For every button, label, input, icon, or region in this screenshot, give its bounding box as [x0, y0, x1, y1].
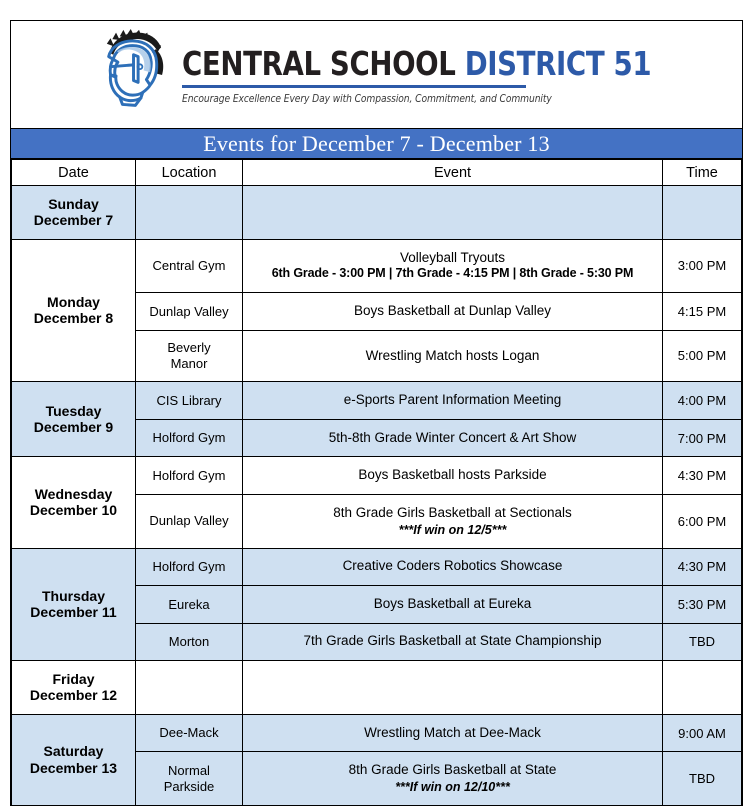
- event-title: e-Sports Parent Information Meeting: [343, 392, 562, 408]
- table-row: [12, 714, 742, 752]
- district-name-part1: CENTRAL SCHOOL: [182, 43, 456, 83]
- district-name: [182, 43, 652, 83]
- district-tagline: Encourage Excellence Every Day with Compassion, Commitment, and Community: [182, 92, 552, 105]
- column-header-date: Date: [12, 160, 136, 186]
- page-title: Events for December 7 - December 13: [203, 130, 550, 156]
- event-time-cell: 6:00 PM: [663, 494, 742, 548]
- event-location-cell: [136, 186, 243, 240]
- event-location-cell: Dunlap Valley: [136, 494, 243, 548]
- event-title: Creative Coders Robotics Showcase: [342, 558, 563, 574]
- day-name: Saturday: [43, 743, 104, 760]
- event-subtitle: ***If win on 12/10***: [395, 779, 510, 794]
- event-description-cell: [243, 419, 663, 457]
- table-row: [12, 661, 742, 715]
- event-description-cell: [243, 293, 663, 331]
- events-table: [11, 159, 742, 806]
- event-location-cell: Morton: [136, 623, 243, 661]
- district-name-part2: DISTRICT 51: [464, 43, 652, 83]
- location-line: Manor: [170, 355, 208, 371]
- event-time-cell: 9:00 AM: [663, 714, 742, 752]
- table-header-row: [12, 160, 742, 186]
- location-line: Parkside: [163, 778, 215, 794]
- spartan-helmet-icon: [82, 29, 174, 121]
- event-time-cell: 5:00 PM: [663, 330, 742, 382]
- event-title: Wrestling Match hosts Logan: [365, 347, 540, 363]
- event-location-cell: Dunlap Valley: [136, 293, 243, 331]
- event-title: Volleyball Tryouts: [399, 249, 506, 265]
- event-time-cell: 4:15 PM: [663, 293, 742, 331]
- table-row: [12, 457, 742, 495]
- day-date-cell: [12, 186, 136, 240]
- table-row: [12, 382, 742, 420]
- day-date: December 8: [33, 310, 114, 327]
- event-time-cell: 3:00 PM: [663, 239, 742, 293]
- event-title: 5th-8th Grade Winter Concert & Art Show: [328, 429, 577, 445]
- column-header-location: Location: [136, 160, 243, 186]
- day-name: Friday: [52, 670, 95, 687]
- event-location-cell: CIS Library: [136, 382, 243, 420]
- event-time-cell: TBD: [663, 623, 742, 661]
- district-wordmark: [182, 45, 687, 105]
- event-description-cell: [243, 186, 663, 240]
- event-time-cell: TBD: [663, 752, 742, 806]
- event-time-cell: [663, 661, 742, 715]
- event-description-cell: [243, 661, 663, 715]
- table-header: [12, 160, 742, 186]
- event-description-cell: [243, 457, 663, 495]
- event-description-cell: [243, 586, 663, 624]
- schedule-sheet: [10, 20, 743, 806]
- event-description-cell: [243, 714, 663, 752]
- event-title: 8th Grade Girls Basketball at Sectionals: [333, 504, 572, 520]
- event-location-cell: Dee-Mack: [136, 714, 243, 752]
- day-name: Thursday: [41, 587, 105, 604]
- day-date-cell: [12, 714, 136, 805]
- event-time-cell: [663, 186, 742, 240]
- wordmark-divider: [182, 85, 526, 88]
- day-date: December 9: [33, 419, 114, 436]
- event-time-cell: 4:30 PM: [663, 457, 742, 495]
- event-location-cell: [136, 330, 243, 382]
- location-line: Normal: [168, 763, 210, 778]
- event-subtitle: ***If win on 12/5***: [398, 522, 507, 537]
- day-date-cell: [12, 661, 136, 715]
- event-time-cell: 4:30 PM: [663, 548, 742, 586]
- event-title: Boys Basketball hosts Parkside: [358, 467, 547, 483]
- day-date: December 12: [29, 687, 118, 704]
- event-time-cell: 7:00 PM: [663, 419, 742, 457]
- event-description-cell: [243, 239, 663, 293]
- events-title-band: [11, 129, 742, 159]
- event-location-cell: Eureka: [136, 586, 243, 624]
- event-location-cell: [136, 752, 243, 806]
- day-date-cell: [12, 457, 136, 548]
- day-date: December 7: [33, 212, 114, 229]
- table-body: [12, 186, 742, 806]
- column-header-event: Event: [243, 160, 663, 186]
- event-description-cell: [243, 330, 663, 382]
- event-location-cell: Holford Gym: [136, 457, 243, 495]
- event-description-cell: [243, 382, 663, 420]
- day-name: Sunday: [48, 195, 99, 212]
- event-description-cell: [243, 623, 663, 661]
- event-description-cell: [243, 752, 663, 806]
- event-title: Wrestling Match at Dee-Mack: [364, 724, 541, 740]
- day-date: December 10: [29, 502, 118, 519]
- event-title: 7th Grade Girls Basketball at State Championship: [303, 633, 602, 649]
- day-date-cell: [12, 382, 136, 457]
- event-title: Boys Basketball at Dunlap Valley: [353, 302, 552, 318]
- day-date: December 13: [29, 759, 118, 776]
- column-header-time: Time: [663, 160, 742, 186]
- event-location-cell: [136, 661, 243, 715]
- day-name: Monday: [47, 293, 100, 310]
- event-time-cell: 5:30 PM: [663, 586, 742, 624]
- day-date: December 11: [30, 604, 117, 621]
- location-line: Beverly: [167, 340, 211, 356]
- day-name: Wednesday: [34, 485, 113, 502]
- day-name: Tuesday: [45, 402, 102, 419]
- event-location-cell: Holford Gym: [136, 419, 243, 457]
- day-date-cell: [12, 548, 136, 661]
- event-location-cell: Holford Gym: [136, 548, 243, 586]
- table-row: [12, 239, 742, 293]
- event-title: 8th Grade Girls Basketball at State: [348, 762, 557, 778]
- event-description-cell: [243, 548, 663, 586]
- day-date-cell: [12, 239, 136, 382]
- event-time-cell: 4:00 PM: [663, 382, 742, 420]
- event-title: Boys Basketball at Eureka: [373, 595, 532, 611]
- table-row: [12, 548, 742, 586]
- event-subtitle: 6th Grade - 3:00 PM | 7th Grade - 4:15 PM | 8th Grade - 5:30 PM: [271, 266, 634, 281]
- event-location-cell: Central Gym: [136, 239, 243, 293]
- table-row: [12, 186, 742, 240]
- event-description-cell: [243, 494, 663, 548]
- district-logo: [82, 29, 687, 121]
- masthead: [11, 21, 742, 129]
